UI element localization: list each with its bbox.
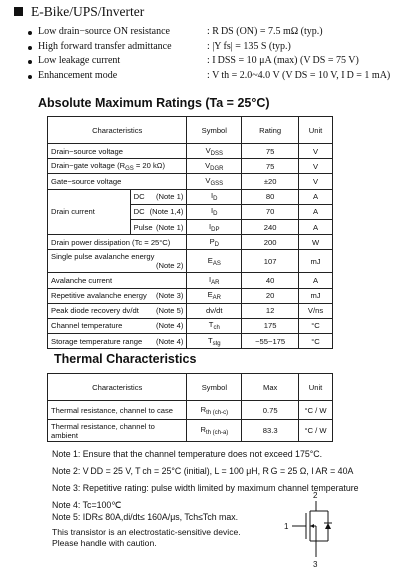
bullet-dot-icon bbox=[28, 75, 32, 79]
pin-source-label: 3 bbox=[313, 560, 318, 569]
bullet-dot-icon bbox=[28, 31, 32, 35]
bullet-dot-icon bbox=[28, 60, 32, 64]
table-row: Storage temperature range (Note 4) $T_{stg}$ −55~175 °C bbox=[48, 334, 333, 349]
table-header-row bbox=[48, 117, 333, 144]
table-row: Thermal resistance, channel to case $R_{th (ch-c)}$ 0.75 °C / W bbox=[48, 401, 333, 420]
header-unit: Unit bbox=[299, 117, 333, 144]
application-heading bbox=[14, 4, 144, 20]
table-row: Drain−source voltage $V_{DSS}$ 75 V bbox=[48, 144, 333, 159]
pin-gate-label: 1 bbox=[284, 522, 289, 531]
table-row: Thermal resistance, channel to ambient $R_{th (ch-a)}$ 83.3 °C / W bbox=[48, 420, 333, 442]
table-row: Repetitive avalanche energy (Note 3) $E_{AR}$ 20 mJ bbox=[48, 288, 333, 303]
header-characteristics: Characteristics bbox=[48, 117, 187, 144]
table-row: DC (Note 1,4) $I_D$ 70 A bbox=[48, 204, 333, 219]
header-symbol: Symbol bbox=[187, 374, 242, 401]
table-row: Drain−gate voltage ($R_{GS} = 20$ kΩ) $V_{DGR}$ 75 V bbox=[48, 159, 333, 174]
esd-warning: This transistor is an electrostatic-sensitive device. Please handle with caution. bbox=[52, 527, 241, 548]
abs-max-table bbox=[47, 116, 333, 349]
note-5: Note 5: IDR≤ 80A,di/dt≤ 160A/μs, Tch≤Tch max. bbox=[52, 512, 239, 522]
header-unit: Unit bbox=[299, 374, 333, 401]
thermal-table bbox=[47, 373, 333, 442]
note-4: Note 4: Tc=100℃ bbox=[52, 500, 122, 510]
table-row: Channel temperature (Note 4) $T_{ch}$ 175 °C bbox=[48, 318, 333, 333]
table-row: Avalanche current $I_{AR}$ 40 A bbox=[48, 273, 333, 288]
note-3: Note 3: Repetitive rating: pulse width limited by maximum channel temperature bbox=[52, 483, 359, 493]
bullet-dot-icon bbox=[28, 46, 32, 50]
table-row: Gate−source voltage $V_{GSS}$ ±20 V bbox=[48, 174, 333, 189]
table-row: Single pulse avalanche energy (Note 2) $E_{AS}$ 107 mJ bbox=[48, 250, 333, 273]
header-symbol: Symbol bbox=[187, 117, 242, 144]
header-characteristics: Characteristics bbox=[48, 374, 187, 401]
header-max: Max bbox=[242, 374, 299, 401]
header-rating: Rating bbox=[242, 117, 299, 144]
abs-max-title: Absolute Maximum Ratings (Ta = 25°C) bbox=[38, 96, 270, 110]
thermal-title: Thermal Characteristics bbox=[54, 352, 197, 366]
application-text: E-Bike/UPS/Inverter bbox=[31, 4, 145, 19]
square-bullet-icon bbox=[14, 7, 23, 16]
mosfet-symbol-icon bbox=[276, 489, 348, 569]
table-row: Pulse (Note 1) $I_{DP}$ 240 A bbox=[48, 219, 333, 234]
table-row: Drain power dissipation (Tc = 25°C) $P_D$ 200 W bbox=[48, 235, 333, 250]
note-2: Note 2: V DD = 25 V, T ch = 25°C (initial), L = 100 μH, R G = 25 Ω, I AR = 40A bbox=[52, 466, 354, 476]
table-row: Peak diode recovery dv/dt (Note 5) dv/dt 12 V/ns bbox=[48, 303, 333, 318]
table-row: Drain current DC (Note 1) $I_D$ 80 A bbox=[48, 189, 333, 204]
pin-drain-label: 2 bbox=[313, 491, 318, 500]
note-1: Note 1: Ensure that the channel temperature does not exceed 175°C. bbox=[52, 449, 323, 459]
table-header-row bbox=[48, 374, 333, 401]
